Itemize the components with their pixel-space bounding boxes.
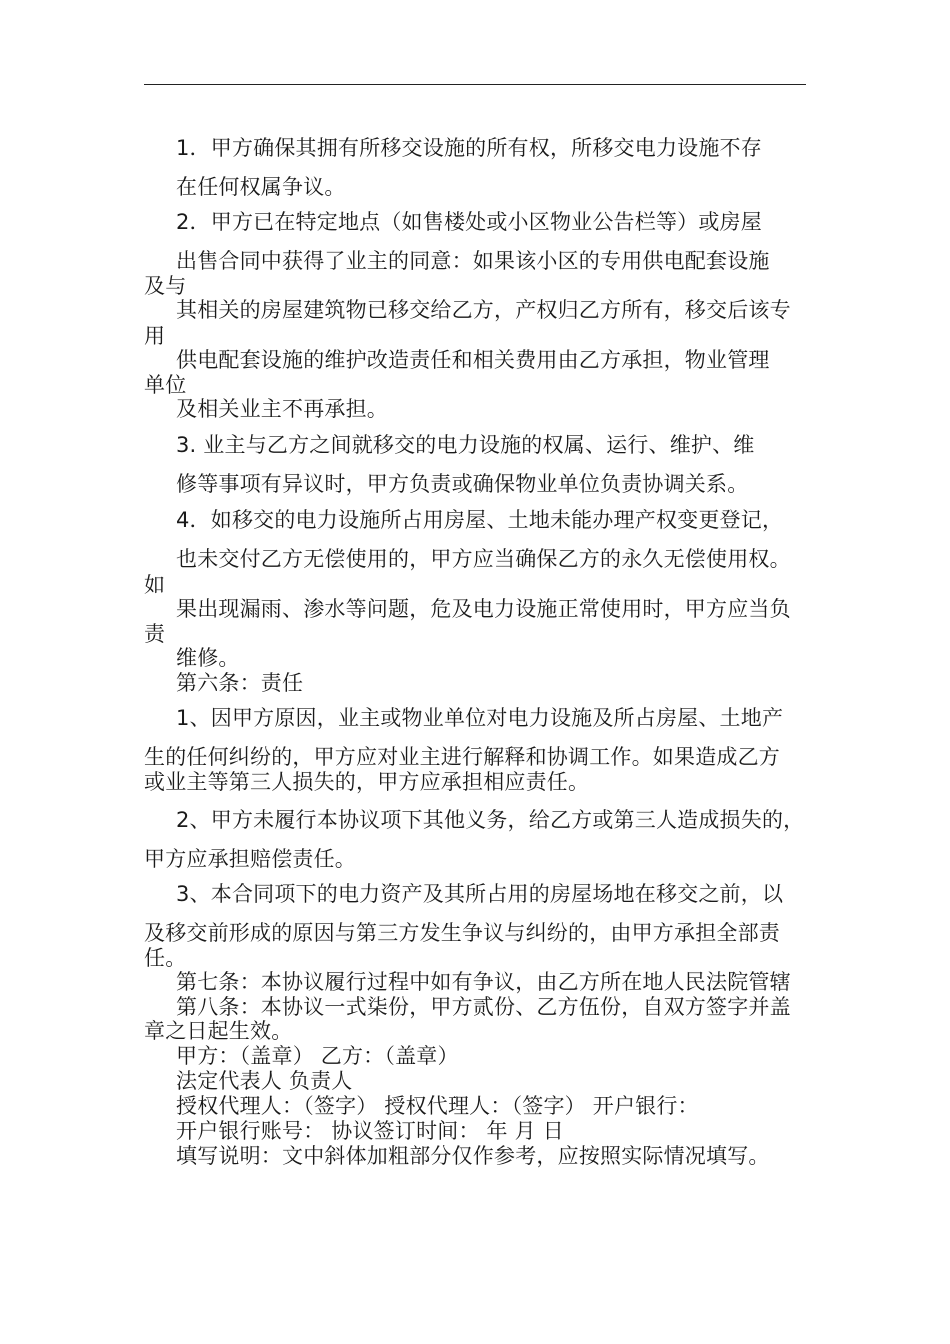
text-line: 或业主等第三人损失的，甲方应承担相应责任。 xyxy=(144,770,590,794)
signature-line: 甲方：（盖章） 乙方：（盖章） xyxy=(176,1044,459,1068)
text-line: 其相关的房屋建筑物已移交给乙方，产权归乙方所有，移交后该专 xyxy=(176,298,791,322)
text-line: 单位 xyxy=(144,373,187,397)
text-line: 出售合同中获得了业主的同意：如果该小区的专用供电配套设施 xyxy=(176,249,770,273)
text-line: 任。 xyxy=(144,946,187,970)
text-line: 生的任何纠纷的，甲方应对业主进行解释和协调工作。如果造成乙方 xyxy=(144,745,780,769)
text-line: 3. 业主与乙方之间就移交的电力设施的权属、运行、维护、维 xyxy=(176,433,755,457)
text-line: 章之日起生效。 xyxy=(144,1019,293,1043)
text-line: 1、因甲方原因，业主或物业单位对电力设施及所占房屋、土地产 xyxy=(176,706,784,730)
text-line: 2、甲方未履行本协议项下其他义务，给乙方或第三人造成损失的， xyxy=(176,808,805,832)
text-line: 及相关业主不再承担。 xyxy=(176,397,388,421)
text-line: 及移交前形成的原因与第三方发生争议与纠纷的，由甲方承担全部责 xyxy=(144,921,780,945)
text-line: 责 xyxy=(144,622,166,646)
section-heading: 第七条：本协议履行过程中如有争议，由乙方所在地人民法院管辖 xyxy=(176,970,791,994)
text-line: 修等事项有异议时，甲方负责或确保物业单位负责协调关系。 xyxy=(176,472,749,496)
text-line: 果出现漏雨、渗水等问题，危及电力设施正常使用时，甲方应当负 xyxy=(176,597,791,621)
text-line: 甲方应承担赔偿责任。 xyxy=(144,847,356,871)
text-line: 4．如移交的电力设施所占用房屋、土地未能办理产权变更登记， xyxy=(176,508,784,532)
signature-line: 法定代表人 负责人 xyxy=(176,1069,353,1093)
text-line: 供电配套设施的维护改造责任和相关费用由乙方承担，物业管理 xyxy=(176,348,770,372)
section-heading: 第六条：责任 xyxy=(176,671,304,695)
header-rule xyxy=(144,84,806,85)
text-line: 及与 xyxy=(144,274,187,298)
text-line: 也未交付乙方无偿使用的，甲方应当确保乙方的永久无偿使用权。 xyxy=(176,547,791,571)
text-line: 3、本合同项下的电力资产及其所占用的房屋场地在移交之前，以 xyxy=(176,882,784,906)
text-line: 用 xyxy=(144,324,166,348)
text-line: 维修。 xyxy=(176,646,240,670)
note-line: 填写说明：文中斜体加粗部分仅作参考，应按照实际情况填写。 xyxy=(176,1144,770,1168)
text-line: 在任何权属争议。 xyxy=(176,175,346,199)
signature-line: 授权代理人：（签字） 授权代理人：（签字） 开户银行： xyxy=(176,1094,699,1118)
text-line: 如 xyxy=(144,573,166,597)
signature-line: 开户银行账号： 协议签订时间： 年 月 日 xyxy=(176,1119,564,1143)
text-line: 2．甲方已在特定地点（如售楼处或小区物业公告栏等）或房屋 xyxy=(176,210,762,234)
section-heading: 第八条：本协议一式柒份，甲方贰份、乙方伍份，自双方签字并盖 xyxy=(176,995,791,1019)
text-line: 1．甲方确保其拥有所移交设施的所有权，所移交电力设施不存 xyxy=(176,136,762,160)
